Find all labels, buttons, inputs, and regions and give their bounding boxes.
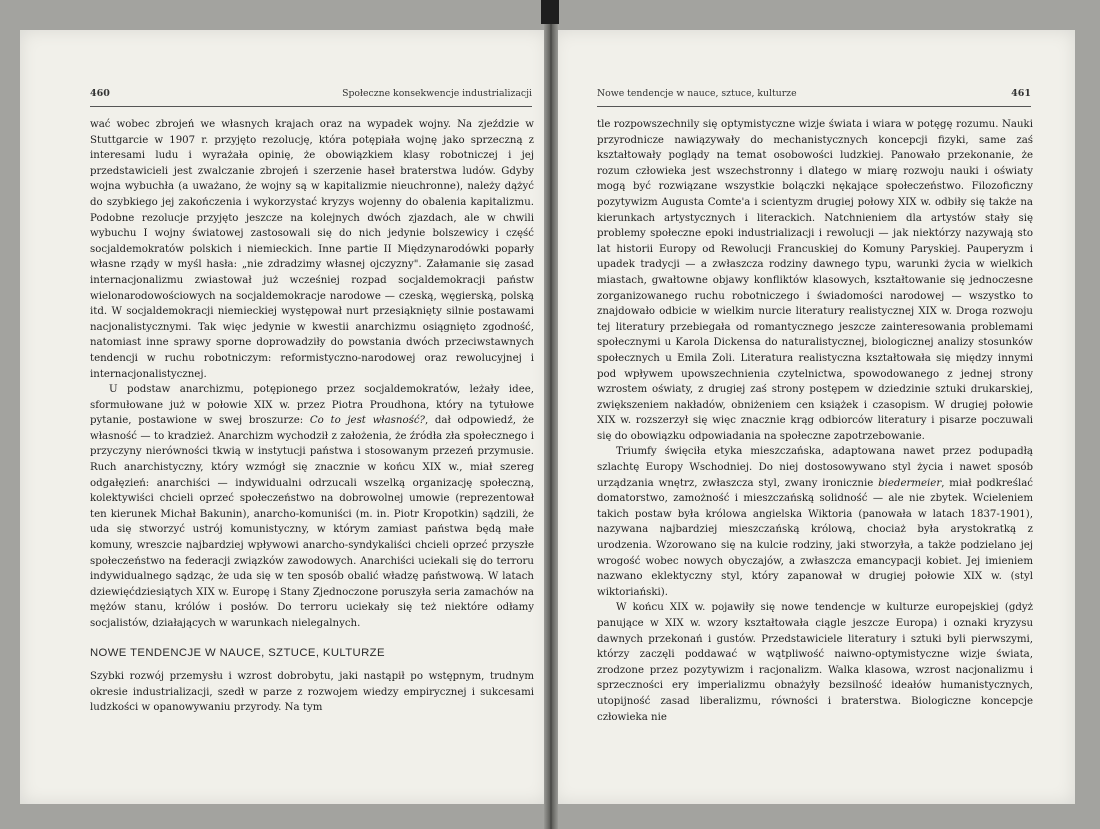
right-page-number: 461 [1011,88,1031,99]
left-body-text [90,117,534,716]
left-paragraph-2 [90,382,534,632]
section-heading: NOWE TENDENCJE W NAUCE, SZTUCE, KULTURZE [90,646,385,659]
left-paragraph-1: wać wobec zbrojeń we własnych krajach oraz na wypadek wojny. Na zjeździe w Stuttgarcie w 1907 r. przyjęto rezolucję, która potępiała wojnę jako sprzeczną z interesami ludu i wyrażała opinię, że obowiązkiem klasy robotniczej i jej przedstawicieli jest zwalczanie zbrojeń i szerzenie haseł braterstwa ludów. Gdyby wojna wybuchła (a uważano, że wojny są w kapitalizmie nieuchronne), należy dążyć do szybkiego jej zakończenia i wykorzystać kryzys wojenny do obalenia kapitalizmu. Podobne rezolucje przyjęto jeszcze na kolejnych dwóch zjazdach, ale w chwili wybuchu I wojny światowej zastosowali się do nich jedynie bolszewicy i część socjaldemokratów polskich i niemieckich. Inne partie II Międzynarodówki poparły własne rządy w myśl hasła: „nie zdradzimy własnej ojczyzny". Załamanie się zasad internacjonalizmu zwiastował już wcześniej rozpad socjaldemokracji państw wielonarodowościowych na socjaldemokracje narodowe — czeską, węgierską, polską itd. W socjaldemokracji niemieckiej występował nurt przesiąknięty silnie postawami nacjonalistycznymi. Tak więc jedynie w kwestii anarchizmu osiągnięto zgodność, natomiast inne sprawy sporne doprowadziły do powstania dwóch przeciwstawnych tendencji w ruchu robotniczym: reformistyczno-narodowej oraz rewolucyjnej i internacjonalistycznej. [90,119,534,380]
right-paragraph-2-part-1: Triumfy święciła etyka mieszczańska, adaptowana nawet przez podupadłą szlachtę Europy Wschodniej. Do niej dostosowywano styl życia i nawet sposób urządzania wnętrz, zwłaszcza styl, zwany ironicznie [597,446,1033,489]
right-paragraph-1: tle rozpowszechnily się optymistyczne wizje świata i wiara w potęgę rozumu. Nauki przyrodnicze nawiązywały do mechanistycznych koncepcji fizyki, same zaś kształtowały poglądy na temat osobowości ludzkiej. Panowało przekonanie, że rozum człowieka jest wszechstronny i dlatego w miarę rozwoju nauki i oświaty mogą być rozwiązane wszystkie bolączki nękające społeczeństwo. Filozoficzny pozytywizm Augusta Comte'a i scientyzm drugiej połowy XIX w. odbiły się także na kierunkach artystycznych i literackich. Natchnieniem dla artystów stały się problemy społeczne epoki industrializacji i rewolucji — jak niektórzy nazywają sto lat historii Europy od Rewolucji Francuskiej do Komuny Paryskiej. Pauperyzm i upadek tradycji — a zwłaszcza rodziny dawnego typu, warunki życia w wielkich miastach, gwałtowne objawy konfliktów klasowych, kształtowanie się jednoczesne zorganizowanego ruchu robotniczego i świadomości narodowej — wszystko to znajdowało odbicie w wielkim nurcie literatury realistycznej XIX w. Droga rozwoju tej literatury przebiegała od romantycznego jeszcze zainteresowania problemami społecznymi u Karola Dickensa do naturalistycznej, biologicznej analizy stosunków społecznych u Emila Zoli. Literatura realistyczna kształtowała się między innymi pod wpływem upowszechnienia czytelnictwa, spowodowanego z jednej strony wzrostem oświaty, z drugiej zaś strony postępem w dziedzinie sztuki drukarskiej, zwiększeniem nakładów, obniżeniem cen książek i czasopism. W drugiej połowie XIX w. rozszerzył się więc znacznie krąg odbiorców literatury i pisarze poczuwali się do obowiązku odpowiadania na społeczne zapotrzebowanie. [597,119,1033,442]
left-paragraph-2-italic: Co to jest własność? [309,415,425,427]
book-gutter [544,0,558,829]
right-paragraph-2-italic: biedermeier [878,477,942,489]
left-header-rule [90,106,532,107]
right-paragraph-3: W końcu XIX w. pojawiły się nowe tendencje w kulturze europejskiej (gdyż panujące w XIX w. wzory kształtowała ciągle jeszcze Europa) i oznaki kryzysu dawnych przekonań i gustów. Przedstawiciele literatury i sztuki byli pierwszymi, którzy zaczęli poddawać w wątpliwość naiwno-optymistyczne wizje świata, zrodzone przez pozytywizm i racjonalizm. Walka klasowa, wzrost nacjonalizmu i sprzeczności ery imperializmu obnażyły bezsilność ideałów humanistycznych, utopijność zasad liberalizmu, równości i braterstwa. Biologiczne koncepcje człowieka nie [597,602,1033,723]
left-running-title: Społeczne konsekwencje industrializacji [342,88,532,99]
right-header-rule [597,106,1031,107]
right-paragraph-2-part-2: , miał podkreślać domatorstwo, zamożność i mieszczańską solidność — ale nie zbytek. Wcieleniem takich postaw była królowa angielska Wiktoria (panowała w latach 1837-1901), nazywana najbardziej mieszczańską królową, chociaż była arystokratką z urodzenia. Wzorowano się na kulcie rodziny, jaki stworzyła, a także podzielano jej wrogość wobec nowych obyczajów, a zwłaszcza emancypacji kobiet. Jej imieniem nazwano eklektyczny styl, który zapanował w drugiej połowie XIX w. (styl wiktoriański). [597,477,1033,598]
right-paragraph-2 [597,444,1033,600]
left-paragraph-3: Szybki rozwój przemysłu i wzrost dobrobytu, jaki nastąpił po wstępnym, trudnym okresie industrializacji, szedł w parze z rozwojem wiedzy empirycznej i sukcesami ludzkości w opanowywaniu przyrody. Na tym [90,671,534,714]
left-page [20,30,548,804]
right-running-header [597,88,1031,104]
right-running-title: Nowe tendencje w nauce, sztuce, kulturze [597,88,797,99]
binding-clip [541,0,559,24]
left-page-number: 460 [90,88,110,99]
left-running-header [90,88,532,104]
right-body-text [597,117,1033,725]
left-paragraph-2-part-2: , dał odpowiedź, że własność — to kradzież. Anarchizm wychodził z założenia, że źródła zła społecznego i przyczyny nierówności tkwią w instytucji państwa i stosowanym przezeń przymusie. Ruch anarchistyczny, który wzmógł się znacznie w końcu XIX w., miał szereg odgałęzień: anarchiści — indywidualni odrzucali wszelką organizację społeczną, kolektywiści chcieli oprzeć społeczeństwo na dobrowolnej umowie (reprezentował ten kierunek Michał Bakunin), anarcho-komuniści (m. in. Piotr Kropotkin) sądzili, że uda się stworzyć ustrój komunistyczny, w którym zamiast państwa będą małe komuny, wreszcie najbardziej wpływowi anarcho-syndykaliści chcieli oprzeć przyszłe społeczeństwo na federacji związków zawodowych. Anarchiści uciekali się do terroru indywidualnego sądząc, że uda się w ten sposób obalić władzę państwową. W latach dziewięćdziesiątych XIX w. Europę i Stany Zjednoczone poruszyła seria zamachów na mężów stanu, królów i posłów. Do terroru uciekały się też niektóre odłamy socjalistów, działających w warunkach nielegalnych. [90,415,534,629]
right-page [553,30,1075,804]
left-paragraph-2-part-1: U podstaw anarchizmu, potępionego przez socjaldemokratów, leżały idee, sformułowane już w połowie XIX w. przez Piotra Proudhona, który na tytułowe pytanie, postawione w swej broszurze: [90,384,534,427]
